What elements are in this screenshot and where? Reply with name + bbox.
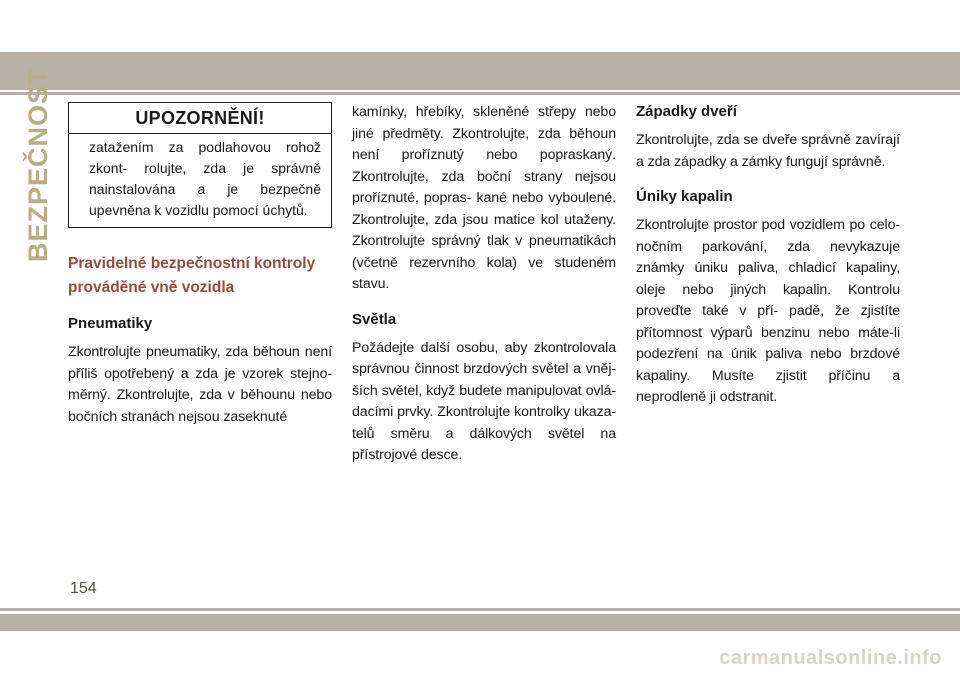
warning-box: [68, 102, 332, 228]
top-band: [0, 52, 960, 90]
warning-text: zatažením za podlahovou rohož zkont- rolujte, zda je správně nainstalována a je bezpečně upevněna k vozidlu pomocí úchytů.: [89, 139, 321, 218]
lights-heading: Světla: [352, 310, 397, 328]
fluid-leaks-heading: Úniky kapalin: [636, 188, 733, 205]
column-3: [636, 102, 900, 409]
tires-heading: Pneumatiky: [68, 315, 153, 332]
tires-paragraph-continued: kamínky, hřebíky, skleněné střepy nebo jiné předměty. Zkontrolujte, zda běhoun není proříznutý nebo popraskaný. Zkontrolujte, zda boční strany nejsou proříznuté, popras- kané nebo vyboulené. Zkontrolujte, zda jsou matice kol utaženy. Zkontrolujte správný tlak v pneumatikách (včetně rezervního kola) ve studeném stavu.: [352, 104, 616, 292]
page-number: 154: [70, 580, 97, 597]
section-heading: Pravidelné bezpečnostní kontroly prováděné vně vozidla: [68, 255, 316, 296]
fluid-leaks-paragraph: Zkontrolujte prostor pod vozidlem po celo- nočním parkování, zda nevykazuje známky úniku paliva, chladicí kapaliny, oleje nebo jiných kapalin. Kontrolu proveďte také v pří- padě, že zjistíte přítomnost výparů benzinu nebo máte-li podezření na únik paliva nebo brzdové kapaliny. Musíte zjistit příčinu a neprodleně ji odstranit.: [636, 217, 900, 405]
section-side-tab: BEZPEČNOST: [23, 67, 53, 262]
column-1: [68, 102, 332, 428]
watermark: carmanualsonline.info: [719, 647, 942, 669]
door-latches-heading: Západky dveří: [636, 103, 737, 120]
top-rule: [0, 92, 960, 95]
bottom-band: [0, 614, 960, 631]
tires-paragraph: Zkontrolujte pneumatiky, zda běhoun není příliš opotřebený a zda je vzorek stejno- měrný. Zkontrolujte, zda v běhounu nebo bočních stranách nejsou zaseknuté: [68, 344, 332, 425]
warning-title: UPOZORNĚNÍ!: [69, 103, 331, 134]
door-latches-paragraph: Zkontrolujte, zda se dveře správně zavírají a zda západky a zámky fungují správně.: [636, 132, 900, 170]
lights-paragraph: Požádejte další osobu, aby zkontrolovala správnou činnost brzdových světel a vněj- ších světel, když budete manipulovat ovlá- dacími prvky. Zkontrolujte kontrolky ukaza- telů směru a dálkových světel na přístrojové desce.: [352, 339, 616, 463]
bottom-rule: [0, 608, 960, 611]
column-2: [352, 102, 616, 467]
